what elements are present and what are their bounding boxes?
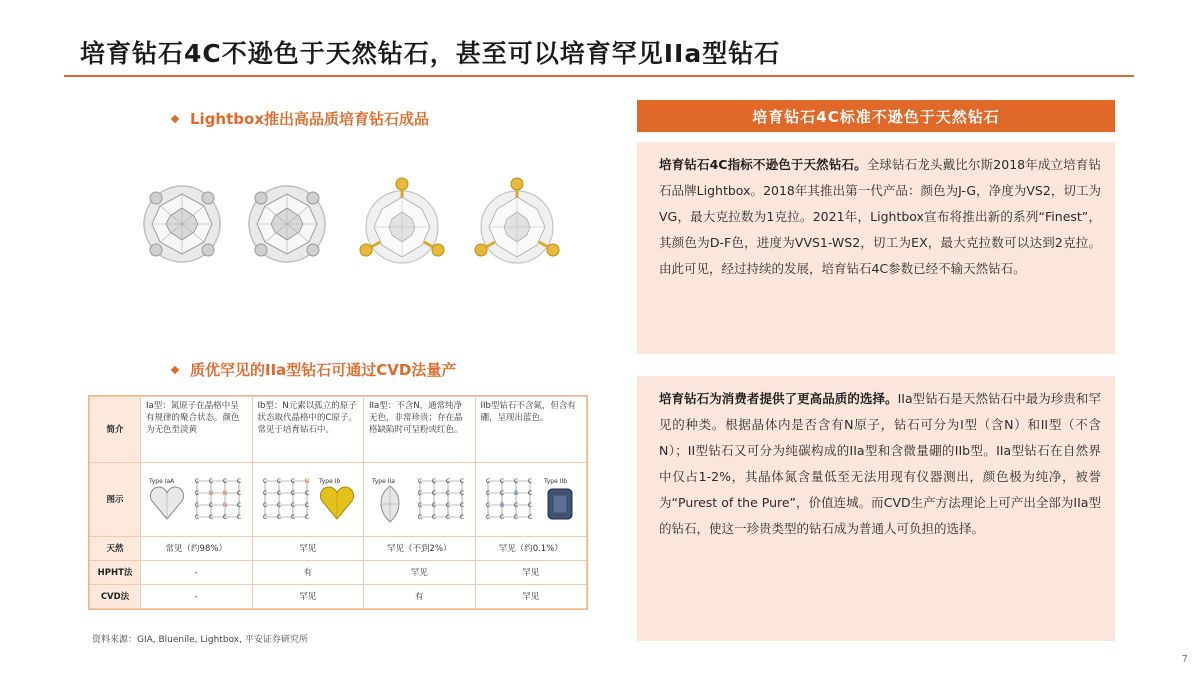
diamond-product-gallery xyxy=(132,172,552,282)
blue-diamond-icon xyxy=(540,475,580,525)
table-cell: 罕见（不到2%） xyxy=(364,537,476,561)
table-cell: Ia型：氮原子在晶格中呈有规律的聚合状态。颜色为无色至淡黄 xyxy=(141,397,253,463)
svg-text:C: C xyxy=(223,513,228,521)
svg-text:C: C xyxy=(237,501,242,509)
svg-text:N: N xyxy=(209,489,214,497)
diamond-type-table xyxy=(88,395,588,610)
table-cell: 罕见（约0.1%） xyxy=(475,537,587,561)
diamond-stud-image xyxy=(132,172,232,272)
svg-text:B: B xyxy=(513,489,518,497)
table-cell: 有 xyxy=(364,585,476,609)
svg-text:C: C xyxy=(290,513,295,521)
svg-text:C: C xyxy=(209,513,214,521)
row-header: CVD法 xyxy=(90,585,141,609)
svg-text:C: C xyxy=(276,513,281,521)
svg-text:C: C xyxy=(209,501,214,509)
svg-text:C: C xyxy=(418,489,423,497)
svg-text:B: B xyxy=(499,501,504,509)
svg-text:C: C xyxy=(527,489,532,497)
table-cell: - xyxy=(141,561,253,585)
svg-text:C: C xyxy=(290,477,295,485)
page-title: 培育钻石4C不逊色于天然钻石，甚至可以培育罕见IIa型钻石 xyxy=(80,39,781,68)
section-heading-text: Lightbox推出高品质培育钻石成品 xyxy=(190,110,430,128)
table-cell: 常见（约98%） xyxy=(141,537,253,561)
svg-text:C: C xyxy=(418,513,423,521)
table-cell: - xyxy=(141,585,253,609)
type-label: Type IIa xyxy=(372,477,396,485)
page-number: 7 xyxy=(1181,654,1188,665)
svg-text:C: C xyxy=(304,489,309,497)
row-header: 简介 xyxy=(90,397,141,463)
svg-text:N: N xyxy=(304,477,309,485)
diamond-stud-gold-image xyxy=(352,172,452,272)
svg-text:C: C xyxy=(485,501,490,509)
panel-body: IIa型钻石是天然钻石中最为珍贵和罕见的种类。根据晶体内是否含有N原子，钻石可分为I型（含N）和II型（不含N）；II型钻石又可分为纯碳构成的IIa型和含微量硼的IIb型。IIa型钻石在自然界中仅占1-2%，其晶体氮含量低至无法用现有仪器测出，颜色极为纯净，被誉为“Purest of the Pure”，价值连城。而CVD生产方法理论上可产出全部为IIa型的钻石，使这一珍贵类型的钻石成为普通人可负担的选择。 xyxy=(659,391,1101,536)
svg-text:C: C xyxy=(513,513,518,521)
svg-text:C: C xyxy=(432,477,437,485)
lattice-diagram-icon xyxy=(482,475,536,525)
svg-text:C: C xyxy=(304,513,309,521)
diamond-bullet-icon xyxy=(171,365,179,373)
title-divider xyxy=(64,75,1134,77)
svg-text:C: C xyxy=(446,477,451,485)
svg-text:C: C xyxy=(485,477,490,485)
svg-text:C: C xyxy=(237,477,242,485)
panel-lead: 培育钻石为消费者提供了更高品质的选择。 xyxy=(659,391,898,406)
table-row-intro xyxy=(90,397,587,463)
lattice-diagram-icon xyxy=(259,475,313,525)
svg-text:C: C xyxy=(262,513,267,521)
table-cell xyxy=(475,463,587,537)
table-cell: 罕见 xyxy=(252,537,364,561)
svg-text:C: C xyxy=(262,477,267,485)
marquise-diamond-icon xyxy=(370,475,410,525)
table-cell: 有 xyxy=(252,561,364,585)
table-cell: 罕见 xyxy=(475,561,587,585)
svg-text:C: C xyxy=(485,513,490,521)
svg-text:C: C xyxy=(276,477,281,485)
diamond-bullet-icon xyxy=(171,114,179,122)
svg-text:C: C xyxy=(485,489,490,497)
table-row-illustration xyxy=(90,463,587,537)
section-heading-text: 质优罕见的IIa型钻石可通过CVD法量产 xyxy=(190,361,457,379)
svg-text:C: C xyxy=(304,501,309,509)
svg-text:C: C xyxy=(195,513,200,521)
svg-text:C: C xyxy=(432,489,437,497)
svg-text:C: C xyxy=(276,489,281,497)
heart-diamond-icon xyxy=(147,475,187,525)
table-row-natural xyxy=(90,537,587,561)
table-row-cvd xyxy=(90,585,587,609)
svg-text:C: C xyxy=(209,477,214,485)
svg-text:C: C xyxy=(276,501,281,509)
svg-text:C: C xyxy=(460,477,465,485)
panel-lead: 培育钻石4C指标不逊色于天然钻石。 xyxy=(659,157,867,172)
svg-text:C: C xyxy=(195,501,200,509)
svg-text:C: C xyxy=(499,489,504,497)
table-cell: 罕见 xyxy=(364,561,476,585)
row-header: 图示 xyxy=(90,463,141,537)
svg-text:C: C xyxy=(432,513,437,521)
diamond-stud-gold-image xyxy=(467,172,567,272)
svg-text:C: C xyxy=(460,489,465,497)
yellow-heart-diamond-icon xyxy=(317,475,357,525)
right-section-header: 培育钻石4C标准不逊色于天然钻石 xyxy=(637,100,1115,132)
svg-text:C: C xyxy=(527,477,532,485)
svg-text:C: C xyxy=(418,477,423,485)
svg-text:C: C xyxy=(460,501,465,509)
svg-text:C: C xyxy=(446,501,451,509)
svg-text:C: C xyxy=(446,489,451,497)
svg-text:C: C xyxy=(290,501,295,509)
svg-text:C: C xyxy=(527,501,532,509)
svg-text:C: C xyxy=(460,513,465,521)
source-note: 资料来源：GIA, Bluenile, Lightbox, 平安证券研究所 xyxy=(92,635,308,645)
svg-text:C: C xyxy=(195,477,200,485)
svg-text:C: C xyxy=(418,501,423,509)
lattice-diagram-icon xyxy=(191,475,245,525)
table-cell: 罕见 xyxy=(475,585,587,609)
svg-text:C: C xyxy=(446,513,451,521)
svg-text:C: C xyxy=(513,477,518,485)
text-panel-iia xyxy=(637,376,1115,641)
row-header: HPHT法 xyxy=(90,561,141,585)
type-label: Type IIb xyxy=(543,477,567,485)
table-cell: IIb型钻石不含氮，但含有硼，呈现出蓝色。 xyxy=(475,397,587,463)
table-cell xyxy=(364,463,476,537)
svg-text:C: C xyxy=(237,489,242,497)
lattice-diagram-icon xyxy=(414,475,468,525)
svg-text:C: C xyxy=(499,477,504,485)
type-label: Type IaA xyxy=(149,477,175,485)
table-cell: Ib型：N元素以孤立的原子状态取代晶格中的C原子。常见于培育钻石中。 xyxy=(252,397,364,463)
table-row-hpht xyxy=(90,561,587,585)
table-cell xyxy=(141,463,253,537)
svg-text:C: C xyxy=(195,489,200,497)
svg-text:N: N xyxy=(223,489,228,497)
svg-text:N: N xyxy=(223,501,228,509)
type-label: Type Ib xyxy=(318,477,341,485)
section-heading-iia xyxy=(172,359,456,380)
svg-text:C: C xyxy=(499,513,504,521)
svg-text:C: C xyxy=(527,513,532,521)
svg-text:C: C xyxy=(223,477,228,485)
row-header: 天然 xyxy=(90,537,141,561)
svg-text:C: C xyxy=(513,501,518,509)
svg-text:C: C xyxy=(290,489,295,497)
svg-text:C: C xyxy=(262,501,267,509)
panel-body: 全球钻石龙头戴比尔斯2018年成立培育钻石品牌Lightbox。2018年其推出第一代产品：颜色为J-G，净度为VS2，切工为VG，最大克拉数为1克拉。2021年，Lightbox宣布将推出新的系列“Finest”，其颜色为D-F色，进度为VVS1-WS2，切工为EX，最大克拉数可以达到2克拉。由此可见，经过持续的发展，培育钻石4C参数已经不输天然钻石。 xyxy=(659,157,1101,276)
svg-text:C: C xyxy=(262,489,267,497)
table-cell: IIa型：不含N，通常纯净无色，非常珍贵；存在晶格缺陷时可呈粉或红色。 xyxy=(364,397,476,463)
panel-paragraph xyxy=(659,152,1101,282)
table-cell: 罕见 xyxy=(252,585,364,609)
text-panel-4c xyxy=(637,142,1115,354)
svg-text:C: C xyxy=(237,513,242,521)
section-heading-lightbox xyxy=(172,108,429,129)
table-cell xyxy=(252,463,364,537)
panel-paragraph xyxy=(659,386,1101,542)
svg-text:C: C xyxy=(432,501,437,509)
diamond-stud-image xyxy=(237,172,337,272)
